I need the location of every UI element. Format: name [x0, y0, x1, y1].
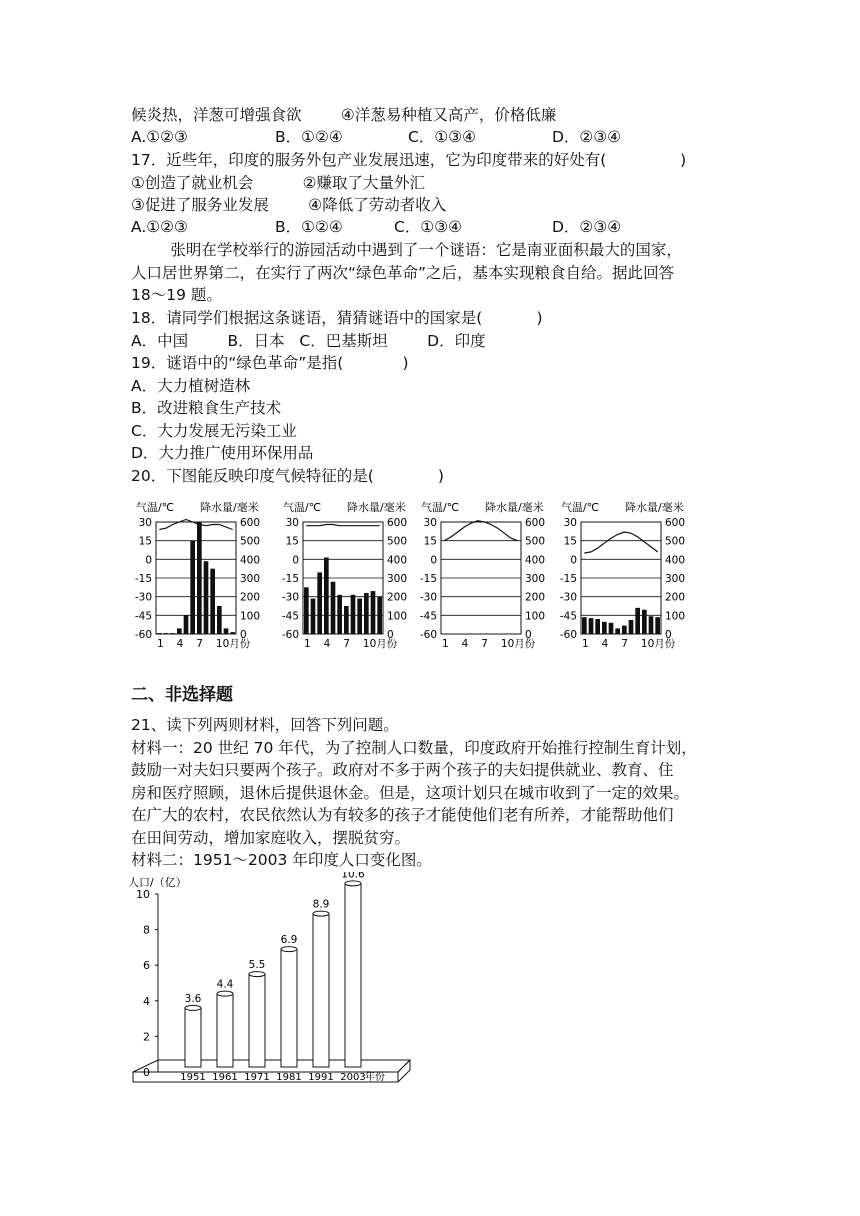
precip-bar: [582, 617, 587, 634]
temp-tick-label: -30: [281, 591, 299, 604]
population-bar-top: [217, 991, 233, 996]
temp-tick-label: -15: [134, 573, 152, 585]
q20-stem: 20．下图能反映印度气候特征的是( ): [131, 467, 444, 485]
material-1-line-1: 材料一：20 世纪 70 年代，为了控制人口数量，印度政府开始推行控制生育计划，: [131, 739, 697, 757]
precip-bar: [609, 623, 614, 634]
y-tick-label: 0: [143, 1066, 150, 1079]
temp-tick-label: -30: [559, 591, 577, 604]
month-tick-label: 7: [343, 638, 350, 650]
population-year-label: 1951: [180, 1072, 206, 1083]
population-value-label: 3.6: [184, 992, 202, 1005]
temp-axis-label: 气温/℃: [421, 501, 460, 514]
climate-charts-svg: [128, 495, 698, 655]
month-tick-label: 4: [323, 638, 331, 650]
temp-tick-label: -30: [419, 591, 437, 604]
precip-tick-label: 0: [240, 629, 247, 641]
y-tick-label: 10: [136, 888, 150, 901]
population-year-label: 1981: [276, 1072, 302, 1083]
precip-axis-label: 降水量/毫米: [347, 501, 406, 514]
q16-option-d[interactable]: D．②③④: [552, 128, 622, 146]
precip-tick-label: 0: [665, 629, 672, 641]
q19-option-b[interactable]: B．改进粮食生产技术: [131, 399, 282, 417]
q19-stem: 19．谜语中的“绿色革命”是指( ): [131, 354, 409, 372]
temp-tick-label: 0: [430, 554, 437, 567]
precip-tick-label: 500: [387, 535, 408, 548]
month-tick-label: 10月份: [362, 638, 398, 650]
temp-tick-label: 30: [563, 517, 577, 529]
precip-bar: [655, 617, 660, 634]
precip-bar: [217, 606, 222, 634]
month-tick-label: 10月份: [640, 638, 676, 650]
population-value-label: 6.9: [280, 934, 298, 947]
precip-tick-label: 500: [665, 535, 686, 548]
population-bar: [281, 949, 297, 1067]
temp-tick-label: 30: [423, 517, 437, 529]
temperature-line: [306, 525, 379, 526]
climate-chart-d: [560, 500, 685, 650]
temp-tick-label: -45: [134, 610, 152, 623]
precip-tick-label: 400: [240, 554, 261, 567]
precip-axis-label: 降水量/毫米: [200, 501, 259, 514]
precip-axis-label: 降水量/毫米: [485, 501, 544, 514]
precip-bar: [377, 597, 382, 634]
precip-bar: [371, 591, 376, 634]
population-x-label: 年份: [365, 1072, 385, 1083]
population-chart: [128, 872, 418, 1096]
riddle-line-2: 人口居世界第二，在实行了两次“绿色革命”之后，基本实现粮食自给。据此回答: [131, 264, 675, 282]
precip-bar: [595, 619, 600, 634]
month-tick-label: 1: [157, 638, 164, 650]
temp-tick-label: 15: [423, 535, 437, 548]
precip-bar: [357, 599, 362, 634]
climate-charts: [128, 495, 698, 659]
population-bar: [185, 1008, 201, 1067]
material-1-line-4: 在广大的农村，农民依然认为有较多的孩子才能使他们老有所养，才能帮助他们: [131, 806, 674, 824]
temp-tick-label: 0: [292, 554, 299, 567]
y-tick-label: 2: [143, 1030, 150, 1044]
q21-stem: 21、读下列两则材料，回答下列问题。: [131, 716, 399, 734]
precip-axis-label: 降水量/毫米: [625, 501, 684, 514]
precip-bar: [204, 561, 209, 634]
temp-tick-label: 0: [145, 554, 152, 567]
precip-bar: [635, 608, 640, 634]
precip-bar: [642, 610, 647, 634]
climate-chart-a: [135, 500, 260, 650]
q19-option-d[interactable]: D．大力推广使用环保用品: [131, 444, 314, 462]
population-bar: [345, 883, 361, 1067]
temp-tick-label: -15: [559, 573, 577, 585]
precip-tick-label: 100: [525, 610, 546, 623]
precip-bar: [602, 622, 607, 634]
temp-tick-label: -30: [134, 591, 152, 604]
month-tick-label: 4: [601, 638, 609, 650]
temp-tick-label: -60: [281, 629, 299, 641]
precip-tick-label: 600: [240, 517, 261, 529]
precip-tick-label: 300: [665, 573, 686, 585]
temp-tick-label: 15: [285, 535, 299, 548]
material-1-line-2: 鼓励一对夫妇只要两个孩子。政府对不多于两个孩子的夫妇提供就业、教育、住: [131, 761, 674, 779]
base-platform-side2: [398, 1070, 410, 1082]
month-tick-label: 4: [461, 638, 469, 650]
population-year-label: 1971: [244, 1072, 270, 1083]
precip-bar: [337, 595, 342, 634]
precip-bar: [190, 541, 195, 634]
temp-tick-label: -60: [134, 629, 152, 641]
precip-tick-label: 0: [525, 629, 532, 641]
precip-bar: [197, 522, 202, 634]
precip-tick-label: 200: [525, 591, 546, 604]
precip-tick-label: 500: [240, 535, 261, 548]
material-1-line-5: 在田间劳动，增加家庭收入，摆脱贫穷。: [131, 829, 411, 847]
q16-tail-line: 候炎热，洋葱可增强食欲 ④洋葱易种植又高产，价格低廉: [131, 106, 557, 124]
precip-bar: [177, 628, 182, 634]
precip-tick-label: 300: [387, 573, 408, 585]
population-bar-top: [185, 1005, 201, 1010]
precip-bar: [311, 599, 316, 634]
month-tick-label: 7: [196, 638, 203, 650]
temp-tick-label: -60: [419, 629, 437, 641]
precip-bar: [324, 557, 329, 634]
temp-tick-label: 15: [563, 535, 577, 548]
precip-tick-label: 400: [665, 554, 686, 567]
riddle-line-3: 18～19 题。: [131, 286, 222, 304]
precip-tick-label: 100: [665, 610, 686, 623]
precip-bar: [230, 632, 235, 634]
temperature-line: [159, 520, 232, 530]
population-value-label: 5.5: [248, 959, 266, 972]
temp-tick-label: -45: [281, 610, 299, 623]
y-tick-label: 4: [143, 994, 150, 1008]
month-tick-label: 1: [442, 638, 449, 650]
population-bar-top: [345, 881, 361, 886]
y-tick-label: 8: [143, 923, 150, 937]
precip-bar: [364, 593, 369, 634]
precip-tick-label: 600: [665, 517, 686, 529]
precip-bar: [344, 606, 349, 634]
temp-tick-label: 0: [570, 554, 577, 567]
q17-option-a[interactable]: A.①②③: [131, 218, 188, 236]
riddle-line-1: 张明在学校举行的游园活动中遇到了一个谜语：它是南亚面积最大的国家，: [131, 241, 682, 259]
material-2-line: 材料二：1951～2003 年印度人口变化图。: [131, 851, 432, 869]
y-tick-label: 6: [143, 959, 150, 973]
month-tick-label: 4: [176, 638, 184, 650]
precip-tick-label: 500: [525, 535, 546, 548]
base-platform-edge: [398, 1060, 410, 1072]
precip-bar: [351, 595, 356, 634]
precip-bar: [157, 633, 162, 634]
precip-bar: [629, 620, 634, 634]
precip-tick-label: 400: [387, 554, 408, 567]
temp-tick-label: -15: [281, 573, 299, 585]
population-value-label: 4.4: [216, 978, 234, 991]
population-year-label: 2003: [340, 1072, 366, 1083]
q17-option-d[interactable]: D．②③④: [552, 218, 622, 236]
precip-bar: [164, 633, 169, 634]
precip-bar: [224, 628, 229, 634]
population-bar: [313, 914, 329, 1067]
precip-tick-label: 400: [525, 554, 546, 567]
temperature-line: [444, 521, 517, 541]
month-tick-label: 10月份: [215, 638, 251, 650]
q16-option-b[interactable]: B．①②④: [275, 128, 343, 146]
precip-tick-label: 600: [387, 517, 408, 529]
q17-items-1: ①创造了就业机会 ②赚取了大量外汇: [131, 174, 426, 192]
population-value-label: 8.9: [312, 898, 330, 911]
temp-axis-label: 气温/℃: [561, 501, 600, 514]
temp-tick-label: 15: [138, 535, 152, 548]
temp-tick-label: 30: [285, 517, 299, 529]
precip-tick-label: 200: [665, 591, 686, 604]
precip-bar: [622, 626, 627, 634]
precip-bar: [589, 618, 594, 634]
precip-bar: [331, 582, 336, 634]
section-heading: 二、非选择题: [131, 685, 233, 705]
q17-stem: 17．近些年，印度的服务外包产业发展迅速，它为印度带来的好处有( ): [131, 151, 687, 169]
month-tick-label: 1: [304, 638, 311, 650]
precip-tick-label: 100: [240, 610, 261, 623]
temperature-line: [584, 532, 657, 553]
q17-option-c[interactable]: C．①③④: [394, 218, 463, 236]
temp-axis-label: 气温/℃: [136, 501, 175, 514]
population-chart-svg: [128, 872, 418, 1092]
temp-tick-label: -45: [419, 610, 437, 623]
precip-tick-label: 600: [525, 517, 546, 529]
temp-axis-label: 气温/℃: [283, 501, 322, 514]
temp-tick-label: 30: [138, 517, 152, 529]
precip-tick-label: 0: [387, 629, 394, 641]
climate-chart-b: [282, 500, 407, 650]
base-platform-top: [133, 1060, 410, 1072]
temp-tick-label: -15: [419, 573, 437, 585]
q17-items-2: ③促进了服务业发展 ④降低了劳动者收入: [131, 196, 447, 214]
precip-bar: [615, 628, 620, 634]
population-bar: [249, 974, 265, 1067]
q16-option-a[interactable]: A.①②③: [131, 128, 188, 146]
precip-tick-label: 200: [240, 591, 261, 604]
q16-option-c[interactable]: C．①③④: [408, 128, 477, 146]
material-1-line-3: 房和医疗照顾，退休后提供退休金。但是，这项计划只在城市收到了一定的效果。: [131, 784, 690, 802]
precip-tick-label: 300: [525, 573, 546, 585]
precip-tick-label: 300: [240, 573, 261, 585]
month-tick-label: 7: [621, 638, 628, 650]
population-year-label: 1991: [308, 1072, 334, 1083]
q17-option-b[interactable]: B．①②④: [275, 218, 343, 236]
population-bar-top: [249, 972, 265, 977]
month-tick-label: 10月份: [500, 638, 536, 650]
precip-bar: [304, 587, 309, 634]
population-bar: [217, 994, 233, 1067]
population-bar-top: [313, 911, 329, 916]
precip-bar: [210, 569, 215, 634]
precip-bar: [649, 616, 654, 634]
population-value-label: 10.6: [341, 872, 365, 881]
climate-chart-c: [420, 500, 545, 650]
precip-tick-label: 200: [387, 591, 408, 604]
temp-tick-label: -45: [559, 610, 577, 623]
month-tick-label: 1: [582, 638, 589, 650]
q18-options[interactable]: A．中国 B．日本 C．巴基斯坦 D．印度: [131, 332, 486, 350]
month-tick-label: 7: [481, 638, 488, 650]
temp-tick-label: -60: [559, 629, 577, 641]
precip-bar: [317, 572, 322, 634]
precip-bar: [170, 633, 175, 634]
population-y-label: 人口/（亿）: [128, 876, 187, 889]
precip-tick-label: 100: [387, 610, 408, 623]
population-bar-top: [281, 947, 297, 952]
population-year-label: 1961: [212, 1072, 238, 1083]
q19-option-a[interactable]: A．大力植树造林: [131, 377, 251, 395]
precip-bar: [184, 615, 189, 634]
q19-option-c[interactable]: C．大力发展无污染工业: [131, 422, 297, 440]
q18-stem: 18．请同学们根据这条谜语，猜猜谜语中的国家是( ): [131, 309, 543, 327]
